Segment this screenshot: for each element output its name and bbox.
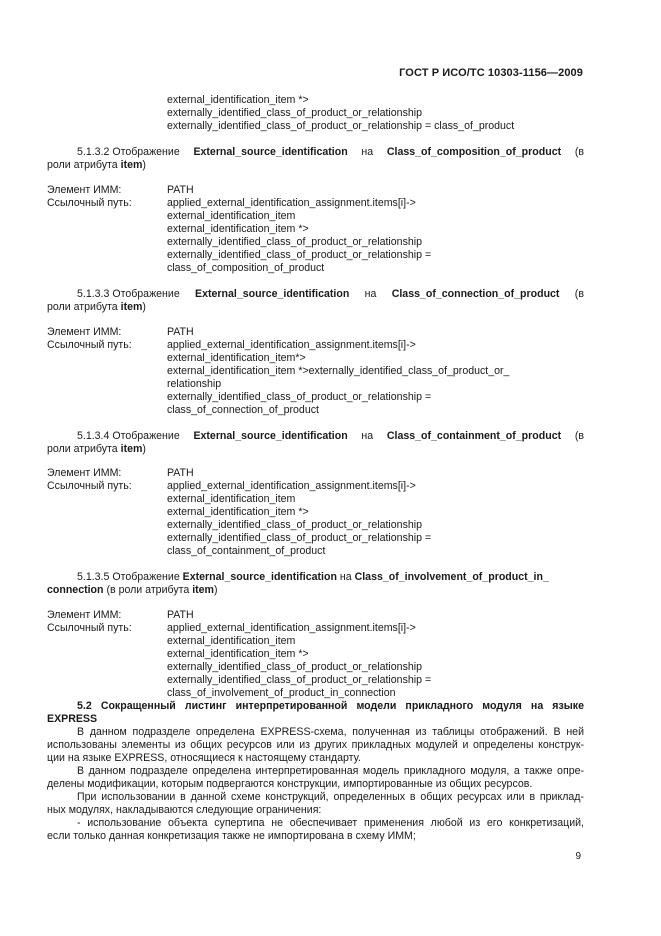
role-line: connection (в роли атрибута item): [47, 584, 218, 596]
element-value: PATH: [167, 609, 194, 621]
path-line: class_of_connection_of_product: [167, 404, 319, 416]
section-heading: 5.1.3.5 Отображение External_source_identification на Class_of_involvement_of_product_in_: [77, 571, 549, 583]
reference-path-label: Ссылочный путь:: [47, 197, 132, 209]
path-line: applied_external_identification_assignment.items[i]->: [167, 622, 416, 634]
path-line: external_identification_item *>: [167, 223, 309, 235]
element-label: Элемент ИММ:: [47, 609, 122, 621]
role-line: роли атрибута item): [47, 443, 146, 455]
reference-path-label: Ссылочный путь:: [47, 480, 132, 492]
section-heading: 5.1.3.4 Отображение External_source_identification на Class_of_containment_of_product (в: [77, 430, 584, 442]
document-header: ГОСТ Р ИСО/ТС 10303-1156—2009: [399, 67, 583, 79]
paragraph-line: использованы элементы из общих ресурсов или из других прикладных модулей и определены конструк-: [47, 739, 584, 751]
path-line: applied_external_identification_assignment.items[i]->: [167, 480, 416, 492]
path-line: external_identification_item: [167, 635, 296, 647]
paragraph-line: При использовании в данной схеме конструкций, определенных в общих ресурсах или в приклад-: [77, 791, 584, 803]
element-value: PATH: [167, 467, 194, 479]
path-line: externally_identified_class_of_product_or_relationship =: [167, 532, 432, 544]
path-line: external_identification_item*>: [167, 352, 306, 364]
section-heading: 5.2 Сокращенный листинг интерпретированной модели прикладного модуля на языке: [77, 700, 584, 712]
path-line: externally_identified_class_of_product_or_relationship = class_of_product: [167, 120, 515, 132]
element-value: PATH: [167, 184, 194, 196]
path-line: externally_identified_class_of_product_or_relationship: [167, 519, 423, 531]
paragraph-line: ции на языке EXPRESS, относящиеся к настоящему стандарту.: [47, 752, 361, 764]
path-line: external_identification_item *>: [167, 94, 309, 106]
path-line: class_of_involvement_of_product_in_connection: [167, 687, 396, 699]
element-label: Элемент ИММ:: [47, 184, 122, 196]
role-line: роли атрибута item): [47, 159, 146, 171]
path-line: external_identification_item: [167, 493, 296, 505]
element-label: Элемент ИММ:: [47, 326, 122, 338]
path-line: relationship: [167, 378, 222, 390]
path-line: external_identification_item *>: [167, 506, 309, 518]
path-line: externally_identified_class_of_product_or_relationship: [167, 661, 423, 673]
bullet-item-cont: если только данная конкретизация также не импортирована в схему ИММ;: [47, 830, 416, 842]
bullet-item: - использование объекта супертипа не обеспечивает применения любой из его конкретизаций,: [77, 817, 584, 829]
element-label: Элемент ИММ:: [47, 467, 122, 479]
paragraph-line: В данном подразделе определена EXPRESS-схема, полученная из таблицы отображений. В ней: [77, 726, 584, 738]
section-heading-cont: EXPRESS: [47, 713, 98, 725]
path-line: externally_identified_class_of_product_or_relationship: [167, 107, 423, 119]
path-line: applied_external_identification_assignment.items[i]->: [167, 197, 416, 209]
path-line: applied_external_identification_assignment.items[i]->: [167, 339, 416, 351]
reference-path-label: Ссылочный путь:: [47, 339, 132, 351]
path-line: class_of_containment_of_product: [167, 545, 326, 557]
element-value: PATH: [167, 326, 194, 338]
path-line: externally_identified_class_of_product_or_relationship =: [167, 249, 432, 261]
path-line: class_of_composition_of_product: [167, 262, 325, 274]
section-heading: 5.1.3.3 Отображение External_source_identification на Class_of_connection_of_product (в: [77, 288, 584, 300]
role-line: роли атрибута item): [47, 301, 146, 313]
paragraph-line: ных модулях, накладываются следующие ограничения:: [47, 804, 322, 816]
path-line: externally_identified_class_of_product_or_relationship: [167, 236, 423, 248]
paragraph-line: делены модификации, которым подвергаются конструкции, импортированные из общих ресурсов.: [47, 778, 533, 790]
path-line: external_identification_item *>: [167, 648, 309, 660]
page-number: 9: [575, 851, 581, 862]
path-line: externally_identified_class_of_product_or_relationship =: [167, 674, 432, 686]
path-line: externally_identified_class_of_product_or_relationship =: [167, 391, 432, 403]
section-heading: 5.1.3.2 Отображение External_source_identification на Class_of_composition_of_product (в: [77, 146, 584, 158]
reference-path-label: Ссылочный путь:: [47, 622, 132, 634]
path-line: external_identification_item *>externally_identified_class_of_product_or_: [167, 365, 510, 377]
path-line: external_identification_item: [167, 210, 296, 222]
paragraph-line: В данном подразделе определена интерпретированная модель прикладного модуля, а также опре-: [77, 765, 584, 777]
